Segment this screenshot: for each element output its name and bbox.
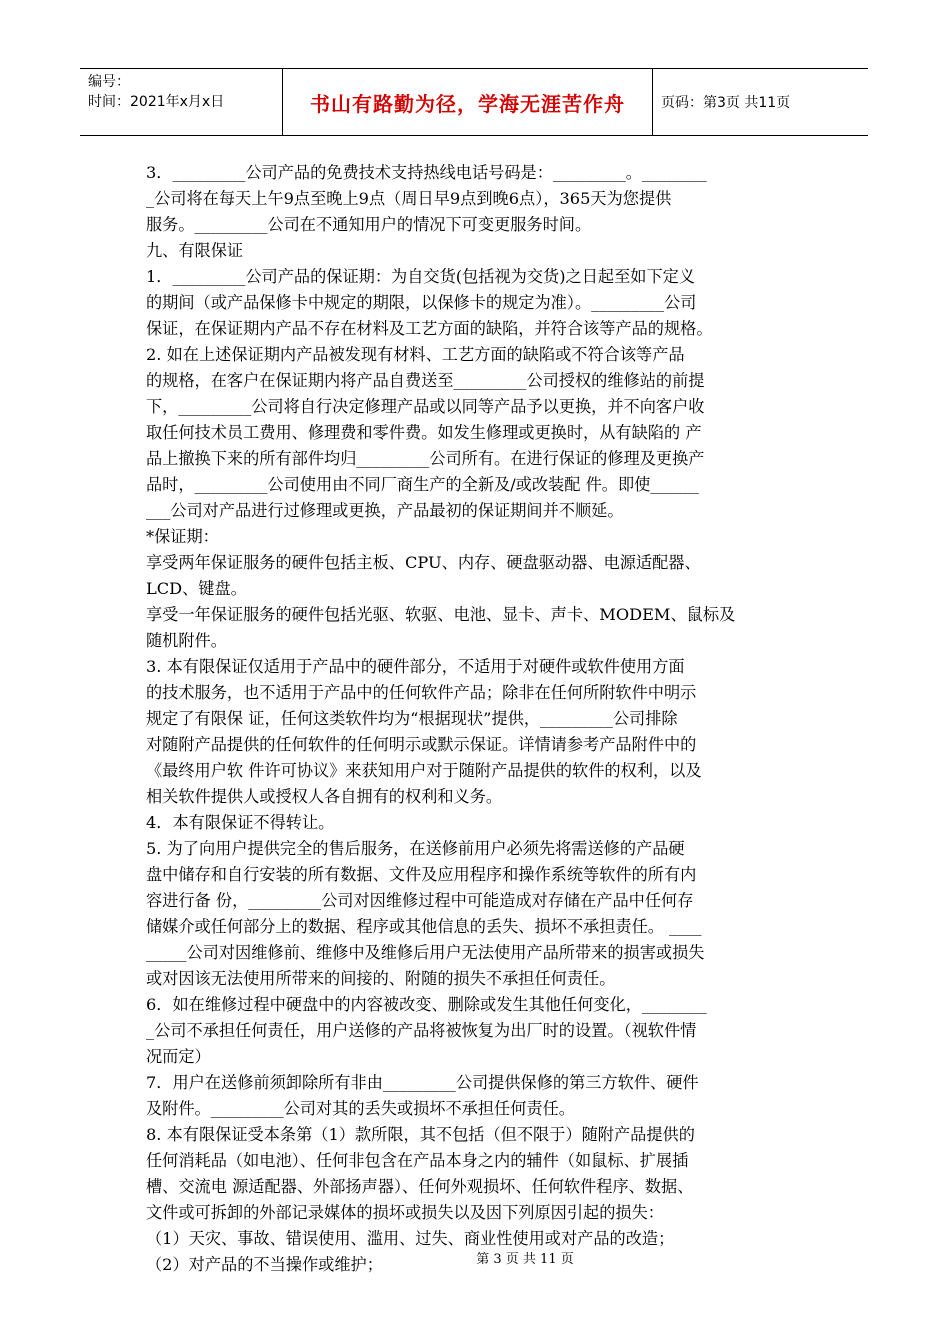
text-line: 3. 本有限保证仅适用于产品中的硬件部分，不适用于对硬件或软件使用方面 (146, 657, 685, 676)
text-line: （2）对产品的不当操作或维护； (146, 1255, 383, 1274)
text-line: 九、有限保证 (146, 241, 244, 260)
text-line: 5. 为了向用户提供完全的售后服务，在送修前用户必须先将需送修的产品硬 (146, 839, 685, 858)
text-line: 6．如在维修过程中硬盘中的内容被改变、删除或发生其他任何变化，________ (146, 995, 707, 1014)
date-label: 时间：2021年x月x日 (88, 94, 225, 110)
text-line: 随机附件。 (146, 631, 227, 650)
text-line: 任何消耗品（如电池）、任何非包含在产品本身之内的辅件（如鼠标、扩展插 (146, 1151, 689, 1170)
header-page-label: 页码：第3页 共11页 (661, 95, 791, 111)
text-line: 储媒介或任何部分上的数据、程序或其他信息的丢失、损坏不承担责任。 ____ (146, 917, 702, 936)
text-line: 取任何技术员工费用、修理费和零件费。如发生修理或更换时，从有缺陷的 产 (146, 423, 702, 442)
text-line: ___公司对产品进行过修理或更换，产品最初的保证期间并不顺延。 (146, 501, 624, 520)
text-line: 规定了有限保 证，任何这类软件均为“根据现状”提供，_________公司排除 (146, 709, 678, 728)
text-line: 文件或可拆卸的外部记录媒体的损坏或损失以及因下列原因引起的损失： (146, 1203, 664, 1222)
text-line: 或对因该无法使用所带来的间接的、附随的损失不承担任何责任。 (146, 969, 616, 988)
text-line: 盘中储存和自行安装的所有数据、文件及应用程序和操作系统等软件的所有内 (146, 865, 697, 884)
text-line: 相关软件提供人或授权人各自拥有的权利和义务。 (146, 787, 503, 806)
text-line: 8. 本有限保证受本条第（1）款所限，其不包括（但不限于）随附产品提供的 (146, 1125, 695, 1144)
text-line: 的规格，在客户在保证期内将产品自费送至_________公司授权的维修站的前提 (146, 371, 705, 390)
text-line: 7．用户在送修前须卸除所有非由_________公司提供保修的第三方软件、硬件 (146, 1073, 699, 1092)
text-line: 品上撤换下来的所有部件均归_________公司所有。在进行保证的修理及更换产 (146, 449, 705, 468)
header-table (80, 68, 868, 136)
text-line: 的技术服务，也不适用于产品中的任何软件产品；除非在任何所附软件中明示 (146, 683, 697, 702)
page-footer (0, 1248, 950, 1267)
text-line: （1）天灾、事故、错误使用、滥用、过失、商业性使用或对产品的改造； (146, 1229, 675, 1248)
text-line: 服务。_________公司在不通知用户的情况下可变更服务时间。 (146, 215, 592, 234)
text-line: 保证，在保证期内产品不存在材料及工艺方面的缺陷，并符合该等产品的规格。 (146, 319, 713, 338)
document-body (146, 160, 806, 1278)
text-line: _公司将在每天上午9点至晚上9点（周日早9点到晚6点），365天为您提供 (146, 189, 672, 208)
text-line: 3．_________公司产品的免费技术支持热线电话号码是：_________。________ (146, 163, 707, 182)
text-line: 的期间（或产品保修卡中规定的期限，以保修卡的规定为准）。_________公司 (146, 293, 697, 312)
text-line: 况而定） (146, 1047, 211, 1066)
text-line: 品时，_________公司使用由不同厂商生产的全新及/或改装配 件。即使______ (146, 475, 699, 494)
header-info-cell (80, 69, 283, 135)
text-line: 《最终用户软 件许可协议》来获知用户对于随附产品提供的软件的权利，以及 (146, 761, 702, 780)
text-line: 享受一年保证服务的硬件包括光驱、软驱、电池、显卡、声卡、MODEM、鼠标及 (146, 605, 736, 624)
text-line: 容进行备 份，_________公司对因维修过程中可能造成对存储在产品中任何存 (146, 891, 694, 910)
text-line: 4．本有限保证不得转让。 (146, 813, 335, 832)
text-line: 2. 如在上述保证期内产品被发现有材料、工艺方面的缺陷或不符合该等产品 (146, 345, 685, 364)
text-line: LCD、键盘。 (146, 579, 247, 598)
text-line: 及附件。_________公司对其的丢失或损坏不承担任何责任。 (146, 1099, 575, 1118)
text-line: 槽、交流电 源适配器、外部扬声器）、任何外观损坏、任何软件程序、数据、 (146, 1177, 694, 1196)
text-line: 1．_________公司产品的保证期：为自交货(包括视为交货)之日起至如下定义 (146, 267, 696, 286)
footer-page-number: 第 3 页 共 11 页 (476, 1252, 574, 1267)
text-line: 享受两年保证服务的硬件包括主板、CPU、内存、硬盘驱动器、电源适配器、 (146, 553, 701, 572)
number-label: 编号： (88, 74, 130, 90)
motto: 书山有路勤为径，学海无涯苦作舟 (283, 69, 653, 135)
text-line: _公司不承担任何责任，用户送修的产品将被恢复为出厂时的设置。（视软件情 (146, 1021, 697, 1040)
text-line: 下，_________公司将自行决定修理产品或以同等产品予以更换，并不向客户收 (146, 397, 705, 416)
text-line: _____公司对因维修前、维修中及维修后用户无法使用产品所带来的损害或损失 (146, 943, 705, 962)
text-line: *保证期： (146, 527, 219, 546)
text-line: 对随附产品提供的任何软件的任何明示或默示保证。详情请参考产品附件中的 (146, 735, 697, 754)
